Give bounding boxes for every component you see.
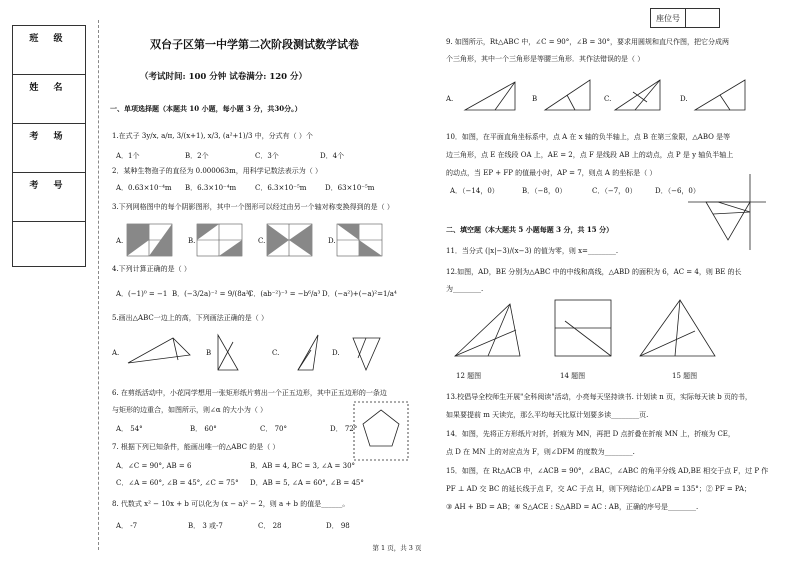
question-10-line3: 的动点，当 EP + FP 的值最小时，AP = 7，则点 A 的坐标是（ ） [446,169,657,177]
figure-14-caption: 14 题图 [560,372,586,380]
q10-option-c: C．（−7，0） [592,187,637,195]
figures-12-14-15 [450,296,770,366]
q10-coordinate-figure [688,172,768,252]
question-11: 11．当分式 (|x|−3)/(x−3) 的值为零，则 x=________. [446,247,619,255]
q1-option-c: C．3个 [255,152,279,160]
section-2-heading: 二、填空题（本大题共 5 小题每题 3 分，共 15 分） [446,225,614,234]
q8-option-c: C． 28 [258,522,282,530]
question-2: 2．某种生物孢子的直径为 0.000063m，用科学记数法表示为（ ） [112,167,322,175]
q7-option-b: B．AB = 4, BC = 3, ∠A = 30° [250,462,356,470]
question-15-line1: 15．如图，在 Rt△ACB 中，∠ACB = 90°，∠BAC，∠ABC 的角平分线 AD,BE 相交于点 F，过 P 作 [446,467,769,475]
q1-option-d: D．4个 [320,152,345,160]
seat-number-box [650,8,720,28]
question-12-line1: 12.如图，AD，BE 分别为△ABC 中的中线和高线，△ABD 的面积为 6，AC = 4，则 BE 的长 [446,268,742,276]
seat-label: 座位号 [651,9,686,27]
question-12-line2: 为________. [446,285,484,293]
q9-option-c: C. [604,95,612,103]
q4-option-a: A．(−1)⁰ = −1 [116,290,168,298]
question-15-line3: ③ AH + BD = AB；④ S△ACE : S△ABD = AC : AB，正确的序号是________. [446,503,699,511]
question-9-line1: 9. 如图所示，Rt△ABC 中，∠C = 90°，∠B = 30°，要求用圆规和直尺作图，把它分成两 [446,38,729,46]
class-field: 班 级 [13,26,85,75]
q4-option-b: B．(−3/2a)⁻² = 9/(8a²) [172,290,252,298]
q9-option-b: B [532,95,538,103]
question-14-line2: 点 D 在 MN 上的对应点为 F，则∠DFM 的度数为________. [446,448,635,456]
q4-option-d: D．(−a²)+(−a)²=1/a⁴ [322,290,397,298]
q2-option-a: A．0.63×10⁻⁴m [116,184,172,192]
blank-field [13,222,85,270]
question-3: 3.下列网格图中的每个阴影图形，其中一个图形可以经过由另一个轴对称变换得到的是（ ） [112,203,394,211]
section-1-heading: 一、单项选择题（本题共 10 小题，每小题 3 分，共30分。） [110,104,302,113]
q2-option-c: C．6.3×10⁻⁵m [255,184,307,192]
q5-triangle-figures [118,330,398,380]
figure-12-caption: 12 题图 [456,372,482,380]
q4-option-c: C．(ab⁻²)⁻³ = −b⁶/a³ [248,290,321,298]
q10-option-a: A．（−14，0） [450,187,499,195]
q5-option-a: A. [112,349,120,357]
question-6-line2: 与矩形的边重合，如图所示，则∠α 的大小为（ ） [112,406,268,414]
question-14-line1: 14．如图，先将正方形纸片对折，折痕为 MN，再把 D 点折叠在折痕 MN 上，折痕为 CE， [446,430,735,438]
question-10-line1: 10．如图，在平面直角坐标系中，点 A 在 x 轴的负半轴上，点 B 在第三象限，△ABO 是等 [446,133,731,141]
q1-option-b: B．2个 [185,152,209,160]
q6-option-c: C． 70° [260,425,287,433]
question-13-line2: 如果要提前 m 天读完，那么平均每天比原计划要多读________页. [446,411,649,419]
q10-option-b: B．（−8，0） [522,187,567,195]
question-1: 1.在式子 3y/x, a/π, 3/(x+1), x/3, (a²+1)/3 中，分式有（ ）个 [112,132,313,140]
q3-grid-figures [127,222,387,260]
q3-option-c: C. [258,237,266,245]
question-10-line2: 边三角形，点 E 在线段 OA 上，AE = 2，点 F 是线段 AB 上的动点，点 P 是 y 轴负半轴上 [446,151,734,159]
name-field: 姓 名 [13,75,85,124]
q2-option-b: B．6.3×10⁻⁴m [185,184,237,192]
q3-option-a: A. [116,237,124,245]
q6-option-d: D． 72° [330,425,358,433]
exam-room-field: 考 场 [13,124,85,173]
exam-number-field: 考 号 [13,173,85,222]
q3-option-b: B. [188,237,196,245]
q7-option-c: C．∠A = 60°, ∠B = 45°, ∠C = 75° [116,479,239,487]
question-8: 8. 代数式 x² − 10x + b 可以化为 (x − a)² − 2，则 a + b 的值是______。 [112,500,350,508]
exam-meta: （考试时间: 100 分钟 试卷满分: 120 分） [140,72,308,82]
q6-pentagon-figure [352,400,412,466]
q5-option-c: C. [272,349,280,357]
q3-option-d: D. [328,237,336,245]
q5-option-d: D. [332,349,340,357]
question-15-line2: PF ⊥ AD 交 BC 的延长线于点 F，交 AC 于点 H，则下列结论①∠APB = 135°；② PF = PA； [446,485,752,493]
page-number: 第 1 页，共 3 页 [372,544,422,552]
question-13-line1: 13.校倡导全校师生开展"全科阅读"活动，小亮每天坚持读书. 计划读 n 页，实际每天读 b 页的书， [446,393,752,401]
q2-option-d: D．63×10⁻⁵m [325,184,375,192]
q1-option-a: A．1个 [116,152,140,160]
question-7: 7. 根据下列已知条件，能画出唯一的△ABC 的是（ ） [112,443,280,451]
question-4: 4.下列计算正确的是（ ） [112,265,191,273]
binding-line [98,20,99,550]
q6-option-b: B． 60° [190,425,217,433]
q7-option-d: D．AB = 5, ∠A = 60°, ∠B = 45° [250,479,364,487]
q9-option-d: D. [680,95,688,103]
q9-construction-figures [455,72,775,117]
q6-option-a: A． 54° [116,425,143,433]
question-9-line2: 个三角形，其中一个三角形是等腰三角形．其作法错误的是（ ） [446,55,645,63]
student-info-table [12,25,86,267]
q8-option-b: B． 3 或-7 [188,522,223,530]
question-5: 5.画出△ABC一边上的高，下列画法正确的是（ ） [112,314,268,322]
q8-option-d: D． 98 [326,522,350,530]
figure-15-caption: 15 题图 [672,372,698,380]
q9-option-a: A. [446,95,454,103]
exam-title: 双台子区第一中学第二次阶段测试数学试卷 [150,38,359,51]
q10-option-d: D．（−6，0） [655,187,700,195]
q8-option-a: A． -7 [116,522,138,530]
q5-option-b: B [206,349,212,357]
q7-option-a: A．∠C = 90°, AB = 6 [116,462,192,470]
question-6-line1: 6. 在剪纸活动中，小花同学想用一张矩形纸片剪出一个正五边形，其中正五边形的一条边 [112,389,387,397]
